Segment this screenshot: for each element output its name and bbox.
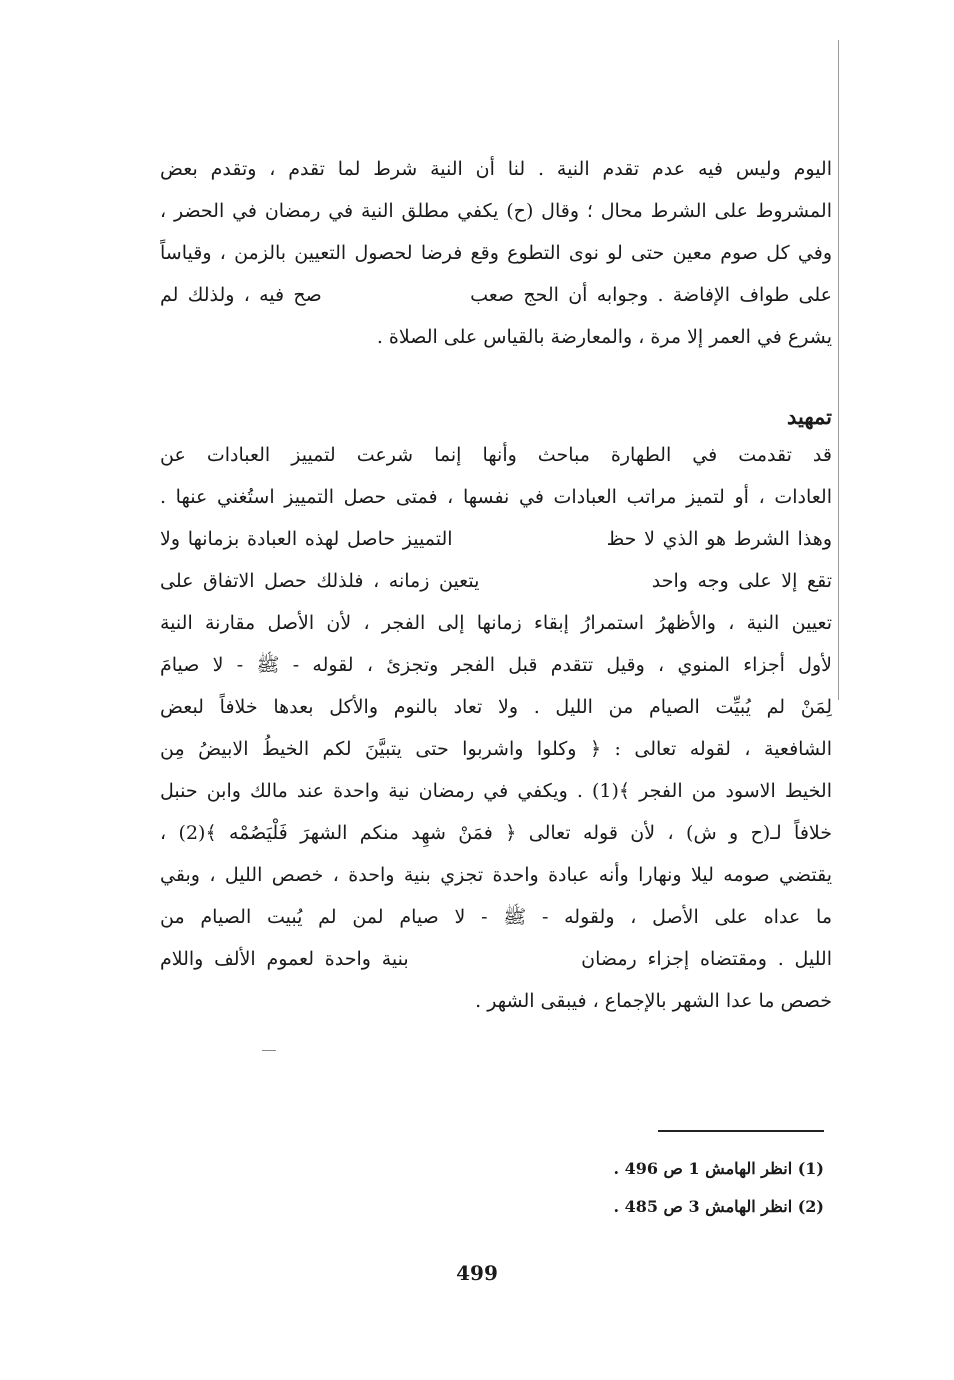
small-dash [262,1050,276,1051]
paragraph-2-line: وهذا الشرط هو الذي لا حظ التمييز حاصل لهذه العبادة بزمانها ولا [160,528,832,550]
paragraph-2-line: خصص ما عدا الشهر بالإجماع ، فيبقى الشهر . [475,990,832,1012]
page-number: 499 [456,1261,498,1285]
footnotes [560,1150,824,1226]
section-heading: تمهيد [786,404,832,429]
paragraph-2-line: الشافعية ، لقوله تعالى : ﴿ وكلوا واشربوا حتى يتبيَّنَ لكم الخيطُ الابيضُ مِن [160,738,832,760]
paragraph-2-line: يقتضي صومه ليلا ونهارا وأنه عبادة واحدة تجزي بنية واحدة ، خصص الليل ، وبقي [160,864,832,886]
paragraph-2 [160,434,832,1022]
footnote-2: (2) انظر الهامش 3 ص 485 . [613,1197,824,1216]
margin-rule [838,40,839,700]
paragraph-1-line: وفي كل صوم معين حتى لو نوى التطوع وقع فرضا لحصول التعيين بالزمن ، وقياساً [160,242,832,264]
paragraph-2-line: قد تقدمت في الطهارة مباحث وأنها إنما شرعت لتمييز العبادات عن [160,444,832,466]
paragraph-1 [160,148,832,358]
paragraph-2-line: تقع إلا على وجه واحد يتعين زمانه ، فلذلك حصل الاتفاق على [160,570,832,592]
paragraph-2-line: تعيين النية ، والأظهرُ استمرارُ إبقاء زمانها إلى الفجر ، لأن الأصل مقارنة النية [160,612,832,634]
paragraph-2-line: خلافاً لـ(ح و ش) ، لأن قوله تعالى ﴿ فمَنْ شهِد منكم الشهرَ فَلْيَصُمْه ﴾(2) ، [160,822,832,844]
paragraph-2-line: العادات ، أو لتميز مراتب العبادات في نفسها ، فمتى حصل التمييز استُغني عنها . [160,486,832,508]
paragraph-1-line: يشرع في العمر إلا مرة ، والمعارضة بالقياس على الصلاة . [376,326,832,348]
paragraph-2-line: الخيط الاسود من الفجر ﴾(1) . ويكفي في رمضان نية واحدة عند مالك وابن حنبل [160,780,832,802]
paragraph-2-line: ما عداه على الأصل ، ولقوله - ﷺ - لا صيام لمن لم يُبيت الصيام من [160,906,832,928]
paragraph-1-line: اليوم وليس فيه عدم تقدم النية . لنا أن النية شرط لما تقدم ، وتقدم بعض [160,158,832,180]
paragraph-2-line: لِمَنْ لم يُبيِّت الصيام من الليل . ولا تعاد بالنوم والأكل بعدها خلافاً لبعض [160,696,832,718]
footnote-rule [658,1130,824,1132]
paragraph-1-line: على طواف الإفاضة . وجوابه أن الحج صعب صح فيه ، ولذلك لم [160,284,832,306]
paragraph-2-line: لأول أجزاء المنوي ، وقيل تتقدم قبل الفجر وتجزئ ، لقوله - ﷺ - لا صيامَ [160,654,832,676]
footnote-1: (1) انظر الهامش 1 ص 496 . [613,1159,824,1178]
paragraph-1-line: المشروط على الشرط محال ؛ وقال (ح) يكفي مطلق النية في رمضان في الحضر ، [160,200,832,222]
paragraph-2-line: الليل . ومقتضاه إجزاء رمضان بنية واحدة لعموم الألف واللام [160,948,832,970]
